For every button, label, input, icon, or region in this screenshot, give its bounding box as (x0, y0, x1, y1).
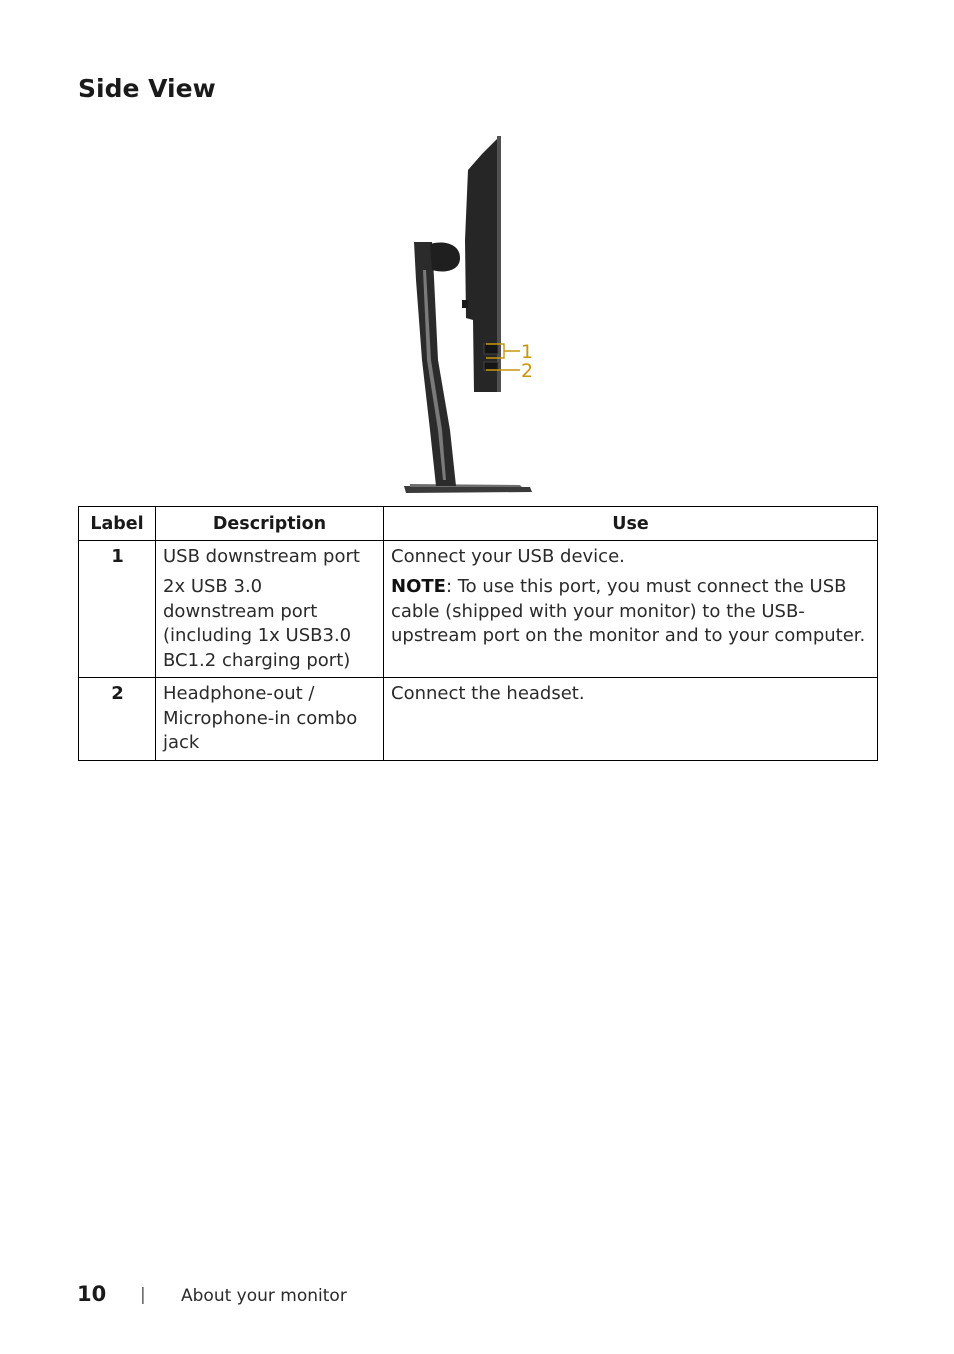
header-description: Description (156, 507, 384, 541)
stand-hinge (430, 243, 460, 272)
monitor-side-view-figure (380, 130, 580, 500)
stand-base (404, 486, 532, 493)
footer-section-title: About your monitor (181, 1286, 347, 1306)
table-header-row (79, 507, 878, 541)
note-body: : To use this port, you must connect the USB cable (shipped with your monitor) to the USB-upstream port on the monitor and to your computer. (391, 576, 866, 646)
header-label: Label (79, 507, 156, 541)
description-line: 2x USB 3.0 downstream port (including 1x USB3.0 BC1.2 charging port) (163, 576, 352, 671)
table-row (79, 678, 878, 761)
usb-port (484, 344, 498, 354)
use-line: Connect your USB device. (391, 545, 625, 567)
ports-table (78, 506, 878, 761)
description-line: Headphone-out / Microphone-in combo jack (163, 683, 358, 753)
callout-label-2: 2 (521, 360, 534, 382)
row-use (384, 540, 878, 678)
table-row (79, 540, 878, 678)
use-note (391, 575, 871, 649)
audio-port (484, 362, 498, 370)
row-use (384, 678, 878, 761)
stand-column (414, 242, 456, 486)
page-number: 10 (77, 1282, 107, 1306)
page-heading: Side View (78, 74, 216, 103)
row-description (156, 678, 384, 761)
callout-label-1: 1 (521, 341, 534, 363)
row-label: 1 (79, 540, 156, 678)
use-line: Connect the headset. (391, 683, 585, 704)
footer-separator: | (140, 1285, 146, 1305)
header-use: Use (384, 507, 878, 541)
row-label: 2 (79, 678, 156, 761)
note-head: NOTE (391, 576, 446, 597)
description-line: USB downstream port (163, 545, 360, 567)
row-description (156, 540, 384, 678)
